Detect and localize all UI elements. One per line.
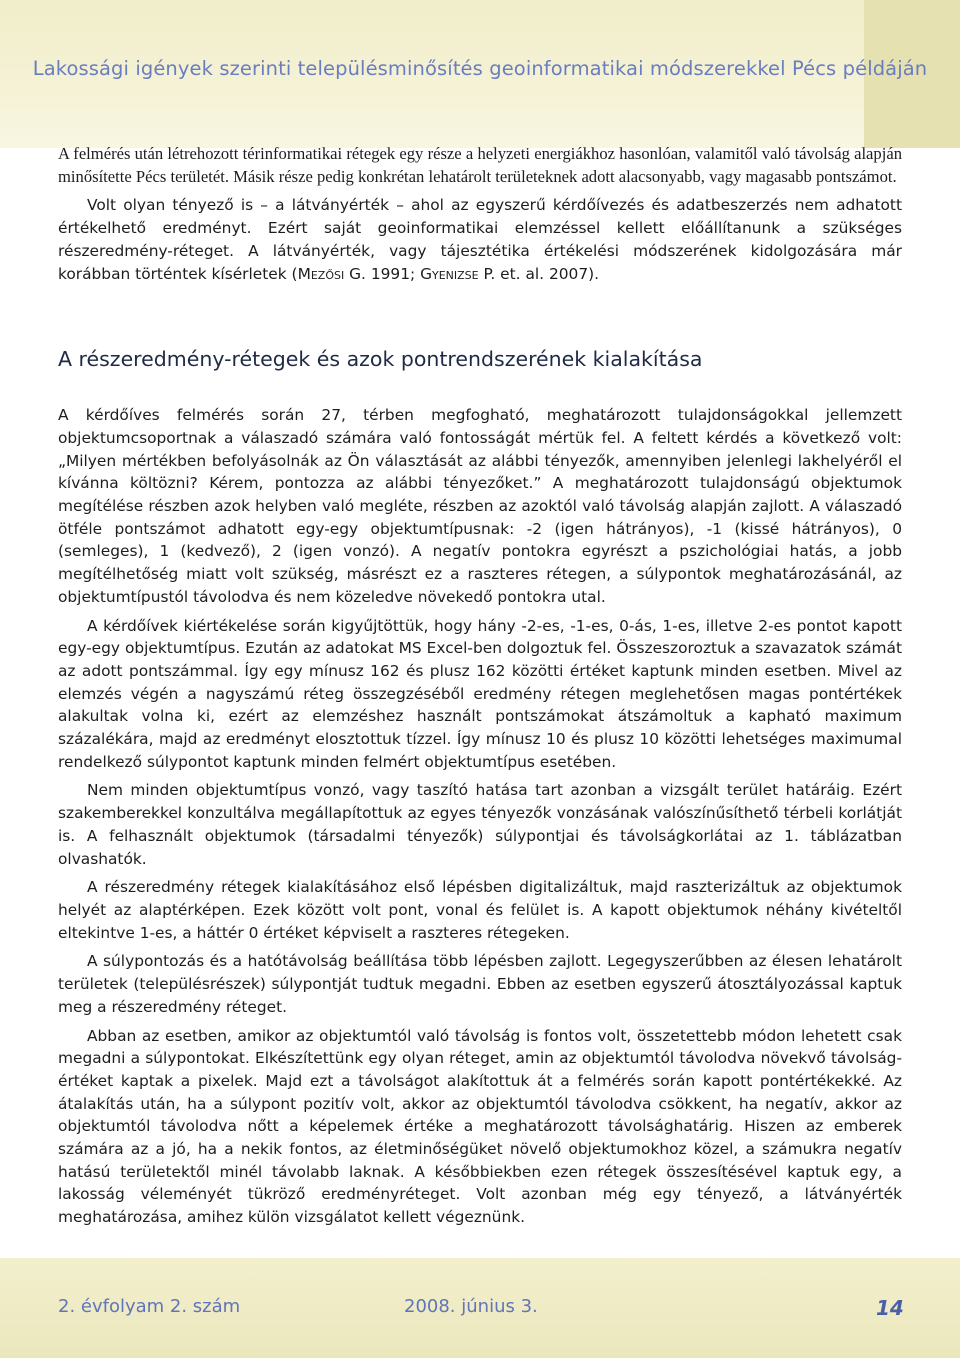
section-paragraph-2: A kérdőívek kiértékelése során kigyűjtöttük, hogy hány -2-es, -1-es, 0-ás, 1-es, illetve 2-es pontot kapott egy-egy objektumtípus. Ezután az adatokat MS Excel-ben dolgoztuk fel. Összeszoroztuk a szavazatok számát az adott pontszámmal. Így egy mínusz 162 és plusz 162 közötti értéket kaptunk minden esetben. Mivel az elemzés végén a nagyszámú réteg összegzéséből eredmény rétegen meglehetősen magas pontértékek alakultak volna ki, ezért az elemzéshez használt pontszámokat átszámoltuk a kapható maximum százalékára, majd az eredményt elosztottuk tízzel. Így mínusz 10 és plusz 10 közötti lehetséges maximumal rendelkező súlypontot kaptunk minden felmért objektumtípus esetében. xyxy=(58,616,902,771)
citation-rest-2: P. et. al. 2007). xyxy=(478,264,600,283)
intro-paragraph-2 xyxy=(58,194,902,285)
citation-author-mezosi: Mezősi xyxy=(297,264,345,283)
section-paragraph-4: A részeredmény rétegek kialakításához első lépésben digitalizáltuk, majd raszterizáltuk az objektumok helyét az alaptérképen. Ezek között volt pont, vonal és felület is. A kapott objektumok néhány kivételtől eltekintve 1-es, a háttér 0 értéket képviselt a raszteres rétegeken. xyxy=(58,878,902,942)
intro-paragraph-2-text: Volt olyan tényező is – a látványérték – ahol az egyszerű kérdőívezés és adatbeszerzés nem adhatott értékelhető eredményt. Ezért saját geoinformatikai elemzéssel kellett előállítanunk a szükséges részeredmény-réteget. A látványérték, vagy tájesztétika értékelési módszerének kidolgozására már korábban történtek kísérletek ( xyxy=(58,196,902,283)
running-header-title: Lakossági igények szerinti településminősítés geoinformatikai módszerekkel Pécs példáján xyxy=(32,57,928,80)
section-heading: A részeredmény-rétegek és azok pontrendszerének kialakítása xyxy=(58,347,703,372)
section-paragraph-5: A súlypontozás és a hatótávolság beállítása több lépésben zajlott. Legegyszerűbben az élesen lehatárolt területek (településrészek) súlypontját tudtuk megadni. Ebben az esetben egyszerű átosztályozással kaptuk meg a részeredmény réteget. xyxy=(58,952,902,1016)
section-paragraph-6: Abban az esetben, amikor az objektumtól való távolság is fontos volt, összetettebb módon lehetett csak megadni a súlypontokat. Elkészítettünk egy olyan réteget, amin az objektumtól távolodva növekvő távolság-értéket kaptak a pixelek. Majd ezt a távolságot alakítottuk át a felmérés során kapott pontértékekké. Az átalakítás után, ha a súlypont pozitív volt, akkor az objektumtól távolodva csökkent, ha negatív, akkor az objektumtól távolodva nőtt a képelemek értéke a meghatározott távolsághatárig. Hiszen az emberek számára az a jó, ha a nekik fontos, az életminőségüket növelő objektumokhoz közel, a számukra negatív hatású területektől minél távolabb laknak. A későbbiekben ezen rétegek összesítésével kaptuk egy, a lakosság véleményét tükröző eredményréteget. Volt azonban még egy tényező, a látványérték meghatározása, amihez külön vizsgálatot kellett végeznünk. xyxy=(58,1026,902,1227)
section-paragraph-3: Nem minden objektumtípus vonzó, vagy taszító hatása tart azonban a vizsgált terület határáig. Ezért szakemberekkel konzultálva megállapítottuk az egyes tényezők vonzásának valószínűsíthető térbeli korlátját is. A felhasznált objektumok (társadalmi tényezők) súlypontjai és távolságkorlátai az 1. táblázatban olvashatók. xyxy=(58,781,902,868)
article-body xyxy=(58,143,902,1229)
section-paragraph-1: A kérdőíves felmérés során 27, térben megfogható, meghatározott tulajdonságokkal jellemzett objektumcsoportnak a válaszadó számára való fontosságát mértük fel. A feltett kérdés a következő volt: „Milyen mértékben befolyásolnák az Ön választását az alábbi tényezők, amennyiben jelenlegi lakhelyéről el kívánna költözni? Kérem, pontozza az alábbi tényezőket.” A meghatározott tulajdonságú objektumok megítélése részben azok helyben való megléte, részben az azoktól való távolság alapján zajlott. A válaszadó ötféle pontszámot adhatott egy-egy objektumtípusnak: -2 (igen hátrányos), -1 (kissé hátrányos), 0 (semleges), 1 (kedvező), 2 (igen vonzó). A negatív pontokra egyrészt a pszichológiai hatás, a jobb megítélhetőség miatt volt szükség, másrészt ez a raszteres rétegen, a súlypontok meghatározásánál, az objektumtípustól távolodva és nem közeledve növekedő pontokra utal. xyxy=(58,406,902,606)
page-number: 14 xyxy=(876,1296,904,1320)
citation-author-gyenizse: Gyenizse xyxy=(420,264,479,283)
citation-rest-1: G. 1991; xyxy=(344,264,421,283)
footer-date: 2008. június 3. xyxy=(404,1296,538,1317)
intro-paragraph-1: A felmérés után létrehozott térinformatikai rétegek egy része a helyzeti energiákhoz hasonlóan, valamitől való távolság alapján minősítette Pécs területét. Másik része pedig konkrétan lehatárolt területeknek adott alacsonyabb, vagy magasabb pontszámot. xyxy=(58,144,902,186)
footer-volume: 2. évfolyam 2. szám xyxy=(58,1296,241,1317)
